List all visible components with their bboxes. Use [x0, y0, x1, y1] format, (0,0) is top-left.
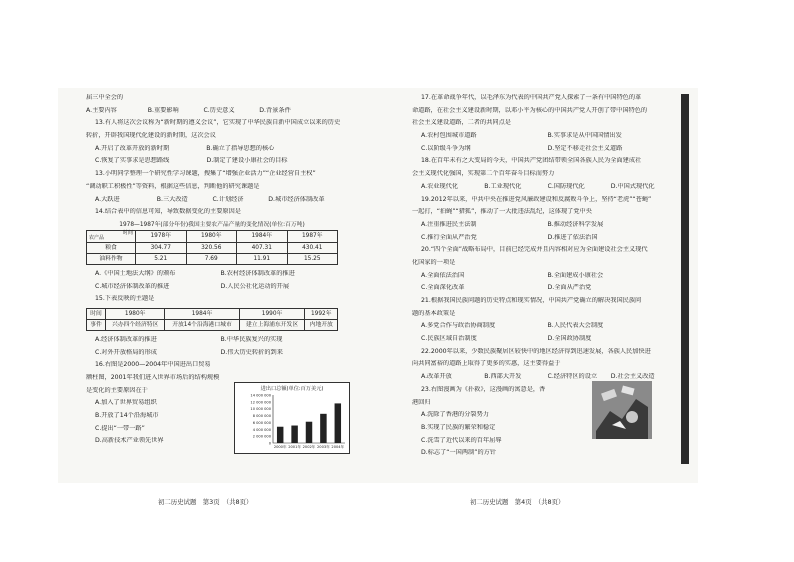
q18-option-d: D.中国式现代化 — [610, 182, 655, 190]
q19-stem-2: 一起打，“拍蝇”“猎狐”，推动了一大批违法乱纪，这体现了党中央 — [412, 208, 592, 216]
q22-option-c: C.经济特区的设立 — [547, 373, 598, 381]
q14-cell: 5.21 — [136, 253, 187, 264]
q21-options-ab — [412, 322, 674, 330]
q17-option-c: C.以阶级斗争为纲 — [421, 144, 471, 152]
bar-2000年 — [277, 427, 283, 443]
cartoon-illustration — [592, 381, 652, 439]
trade-chart-svg — [235, 383, 349, 453]
q21-option-d: D.全国政协制度 — [547, 335, 592, 343]
q14-cell: 11.91 — [237, 253, 288, 264]
q15-head: 1990年 — [239, 308, 305, 319]
q23-option-b: B.实现了民族的繁荣和稳定 — [421, 423, 496, 431]
x-tick-label: 2000年 — [273, 445, 287, 449]
q19-options-cd — [412, 234, 674, 242]
q14-row-name: 粮食 — [87, 242, 136, 253]
bar-2003年 — [320, 414, 326, 443]
q21-option-c: C.民族区域自治制度 — [421, 335, 477, 343]
q14-option-c: C.城市经济体制改革的推进 — [95, 282, 170, 290]
q16-option-c: C.提出“一带一路” — [95, 424, 145, 432]
q21-option-b: B.人民代表大会制度 — [547, 322, 604, 330]
q15-option-a: A.经济体制改革的推进 — [95, 335, 157, 343]
q15-options-ab — [86, 336, 346, 344]
q22-option-a: A.改革开放 — [421, 373, 452, 381]
q14-table-caption: 1978—1987年(部分年份)我国主要农产品产量的变化情况(单位:百万吨) — [119, 222, 305, 229]
y-tick-label: 12 000 000 — [250, 400, 271, 405]
q16-block — [86, 361, 234, 446]
q14-stem: 14.结合表中的信息可知，导致数据变化的主要原因是 — [95, 208, 241, 216]
q17-stem: 17.在革命战争年代，以毛泽东为代表的中国共产党人探索了一条有中国特色的革 — [421, 94, 642, 101]
q21-stem-2: 题的基本政策是 — [412, 309, 456, 317]
q16-option-b: B.开放了14个沿海城市 — [95, 412, 159, 420]
q14-cell: 15.25 — [287, 253, 338, 264]
q14-table — [86, 221, 338, 265]
q16-stem-2: 额柱图，2001年我们进入世界市场后的结构规模 — [86, 374, 220, 381]
bar-2001年 — [291, 426, 297, 443]
q20-options-cd — [412, 284, 674, 292]
q23-stem-2: 港回归 — [412, 398, 431, 406]
corner-top: 时间 — [122, 229, 133, 236]
y-tick-label: 2 000 000 — [252, 434, 271, 439]
q13b-options: A.大跃进 B.三大改造 C.计划经济 D.城市经济体制改革 — [95, 195, 325, 203]
q19-option-a: A.注重推进民主法制 — [421, 220, 477, 228]
q13-stem-2: 转折，开辟我国现代化建设的新时期，这次会议 — [86, 132, 216, 140]
q15-cell: 兴办四个经济特区 — [106, 319, 165, 330]
y-tick-label: 0 — [268, 441, 271, 446]
q14-table-corner — [87, 230, 136, 242]
q15-cell: 内地开放 — [305, 319, 338, 330]
q15-cell: 开放14个沿海港口城市 — [165, 319, 239, 330]
q13b-stem-2: “调动职工积极性”等资料，根据这些信息，判断他的研究课题是 — [86, 182, 260, 190]
binding-margin-strip — [681, 94, 689, 464]
q19-option-d: D.推进了依法治国 — [547, 233, 598, 241]
q20-option-a: A.全面依法治国 — [421, 271, 465, 279]
q17-option-b: B.实事求是从中国国情出发 — [547, 132, 622, 140]
q18-stem-2: 会主义现代化强国，实现第二个百年奋斗目标而努力 — [412, 170, 555, 178]
right-footer: 初二历史试题 第4页 （共8页） — [470, 498, 565, 506]
q14-year: 1980年 — [186, 230, 237, 242]
bar-2004年 — [335, 403, 341, 443]
q16-option-d: D.高新技术产业领先世界 — [95, 437, 164, 445]
q16-stem-3: 是变化的主要原因在于 — [86, 386, 148, 394]
q15-head: 时间 — [87, 308, 106, 319]
q20-stem-2: 化国家的一项是 — [412, 258, 456, 266]
q19-stem: 19.2012年以来，中共中央在推进党风廉政建设和反腐败斗争上，坚持“老虎”“苍蝇” — [421, 195, 652, 203]
y-tick-label: 10 000 000 — [250, 407, 271, 412]
q22-option-d: D.社会主义改造 — [610, 373, 655, 381]
q13b-stem: 13.小明同学整理一个研究性学习课题，搜集了“增强企业活力”“企业经营自主权” — [95, 170, 316, 178]
q17-option-a: A.农村包围城市道路 — [421, 132, 477, 140]
q15-option-c: C.对外开放格局的形成 — [95, 348, 157, 356]
y-tick-label: 8 000 000 — [252, 414, 271, 419]
q14-year: 1987年 — [287, 230, 338, 242]
q15-head: 1980年 — [106, 308, 165, 319]
q19-option-b: B.推动经济科学发展 — [547, 220, 604, 228]
q14-year: 1978年 — [136, 230, 187, 242]
q14-cell: 320.56 — [186, 242, 237, 253]
q12-options: A.主要内容 B.重要影响 C.历史意义 D.背景条件 — [86, 106, 291, 114]
q18-option-b: B.工业现代化 — [484, 182, 522, 190]
q23-option-c: C.洗雪了近代以来的百年屈辱 — [421, 436, 502, 444]
q13-options-cd: C.恢复了实事求是思想路线 D.制定了建设小康社会的目标 — [95, 157, 288, 165]
q23-stem: 23.右图漫画为《扑救》，这漫画的寓意是，香 — [421, 385, 546, 393]
trade-bar-chart — [234, 382, 350, 454]
x-tick-label: 2004年 — [331, 445, 345, 449]
q13-stem: 13.有人将这次会议称为“新时期的遵义会议”，它实现了中华民族自新中国成立以来的历史 — [95, 119, 341, 127]
y-tick-label: 14 000 000 — [250, 393, 271, 398]
chart-title: 进出口总额(单位:百万美元) — [260, 386, 324, 392]
q14-cell: 407.31 — [237, 242, 288, 253]
q20-option-c: C.全面深化改革 — [421, 284, 465, 292]
q23-block — [412, 386, 588, 458]
q18-stem: 18.在百年未有之大变局的今天，中国共产党团结带领全国各族人民为全面建成社 — [421, 157, 642, 165]
q20-option-d: D.全面从严治党 — [547, 284, 592, 292]
x-tick-label: 2002年 — [302, 445, 316, 449]
q13-options-ab: A.开启了改革开放的新时期 B.确立了指导思想的核心 — [95, 144, 275, 152]
q18-options — [412, 183, 674, 191]
q14-cell: 430.41 — [287, 242, 338, 253]
q15-option-d: D.伟大历史转折的到来 — [220, 348, 283, 356]
x-tick-label: 2001年 — [288, 445, 301, 449]
q23-option-d: D.标志了“一国两制”的方针 — [421, 449, 497, 457]
q14-cell: 7.69 — [186, 253, 237, 264]
q22-stem-2: 向共同富裕的道路上取得了更多的实惠，这主要得益于 — [412, 360, 561, 368]
q16-option-a: A.加入了世界贸易组织 — [95, 399, 157, 407]
q21-option-a: A.多党合作与政治协商制度 — [421, 322, 496, 330]
bar-2002年 — [306, 422, 312, 443]
x-tick-label: 2003年 — [317, 445, 330, 449]
q12-stem-end: 届三中全会的 — [86, 94, 124, 101]
q21-stem: 21.根据我国民族问题的历史特点和现实情况，中国共产党确立的解决我国民族问 — [421, 297, 642, 304]
q14-option-d: D.人民公社化运动的开展 — [220, 282, 290, 290]
cartoon-drawing — [592, 381, 652, 439]
q15-options-cd — [86, 349, 346, 357]
q14-options-cd — [86, 283, 346, 291]
q14-year: 1984年 — [237, 230, 288, 242]
q15-cell: 事件 — [87, 319, 106, 330]
left-footer: 初二历史试题 第3页 （共8页） — [158, 498, 253, 506]
q14-option-a: A.《中国土地法大纲》的颁布 — [95, 269, 176, 277]
q15-cell: 建立上海浦东开发区 — [239, 319, 305, 330]
q23-option-a: A.洗除了香港的分裂势力 — [421, 411, 489, 419]
q18-option-a: A.农业现代化 — [421, 182, 459, 190]
corner-bottom: 农产品 — [89, 235, 105, 242]
q15-head: 1984年 — [165, 308, 239, 319]
q14-row-name: 油料作物 — [87, 253, 136, 264]
q19-options-ab — [412, 221, 674, 229]
q19-option-c: C.推行全面从严治党 — [421, 233, 477, 241]
q20-option-b: B.全面建成小康社会 — [547, 271, 604, 279]
q17-options-ab — [412, 132, 674, 140]
q15-option-b: B.中华民族复兴的实现 — [220, 335, 283, 343]
q17-stem-3: 社会主义建设道路，二者的共同点是 — [412, 119, 511, 127]
q17-options-cd — [412, 145, 674, 153]
q15-head: 1992年 — [305, 308, 338, 319]
y-tick-label: 4 000 000 — [252, 427, 271, 432]
left-page — [86, 94, 346, 450]
q15-table — [86, 308, 338, 331]
q20-options-ab — [412, 272, 674, 280]
q17-option-d: D.坚定不移走社会主义道路 — [547, 144, 623, 152]
q15-stem: 15.下表反映的主题是 — [95, 295, 155, 303]
q18-option-c: C.国防现代化 — [547, 182, 585, 190]
q14-cell: 304.77 — [136, 242, 187, 253]
q20-stem: 20.“四个全面”战略布局中，目前已经完成并且内容相对应为全面建设社会主义现代 — [421, 246, 648, 254]
q22-stem: 22.2000年以来，少数民族聚居区较快中的地区经济得到迅速发展，各族人民加快进 — [421, 347, 651, 355]
q17-stem-2: 命道路，在社会主义建设新时期，以邓小平为核心的中国共产党人开创了带中国特色的 — [412, 106, 648, 114]
q16-stem: 16.右图是2000—2004年中国进出口贸易 — [95, 361, 211, 369]
q22-option-b: B.西部大开发 — [484, 373, 522, 381]
y-tick-label: 6 000 000 — [252, 420, 271, 425]
q21-options-cd — [412, 335, 674, 343]
q14-option-b: B.农村经济体制改革的推进 — [220, 269, 295, 277]
q14-options-ab — [86, 270, 346, 278]
